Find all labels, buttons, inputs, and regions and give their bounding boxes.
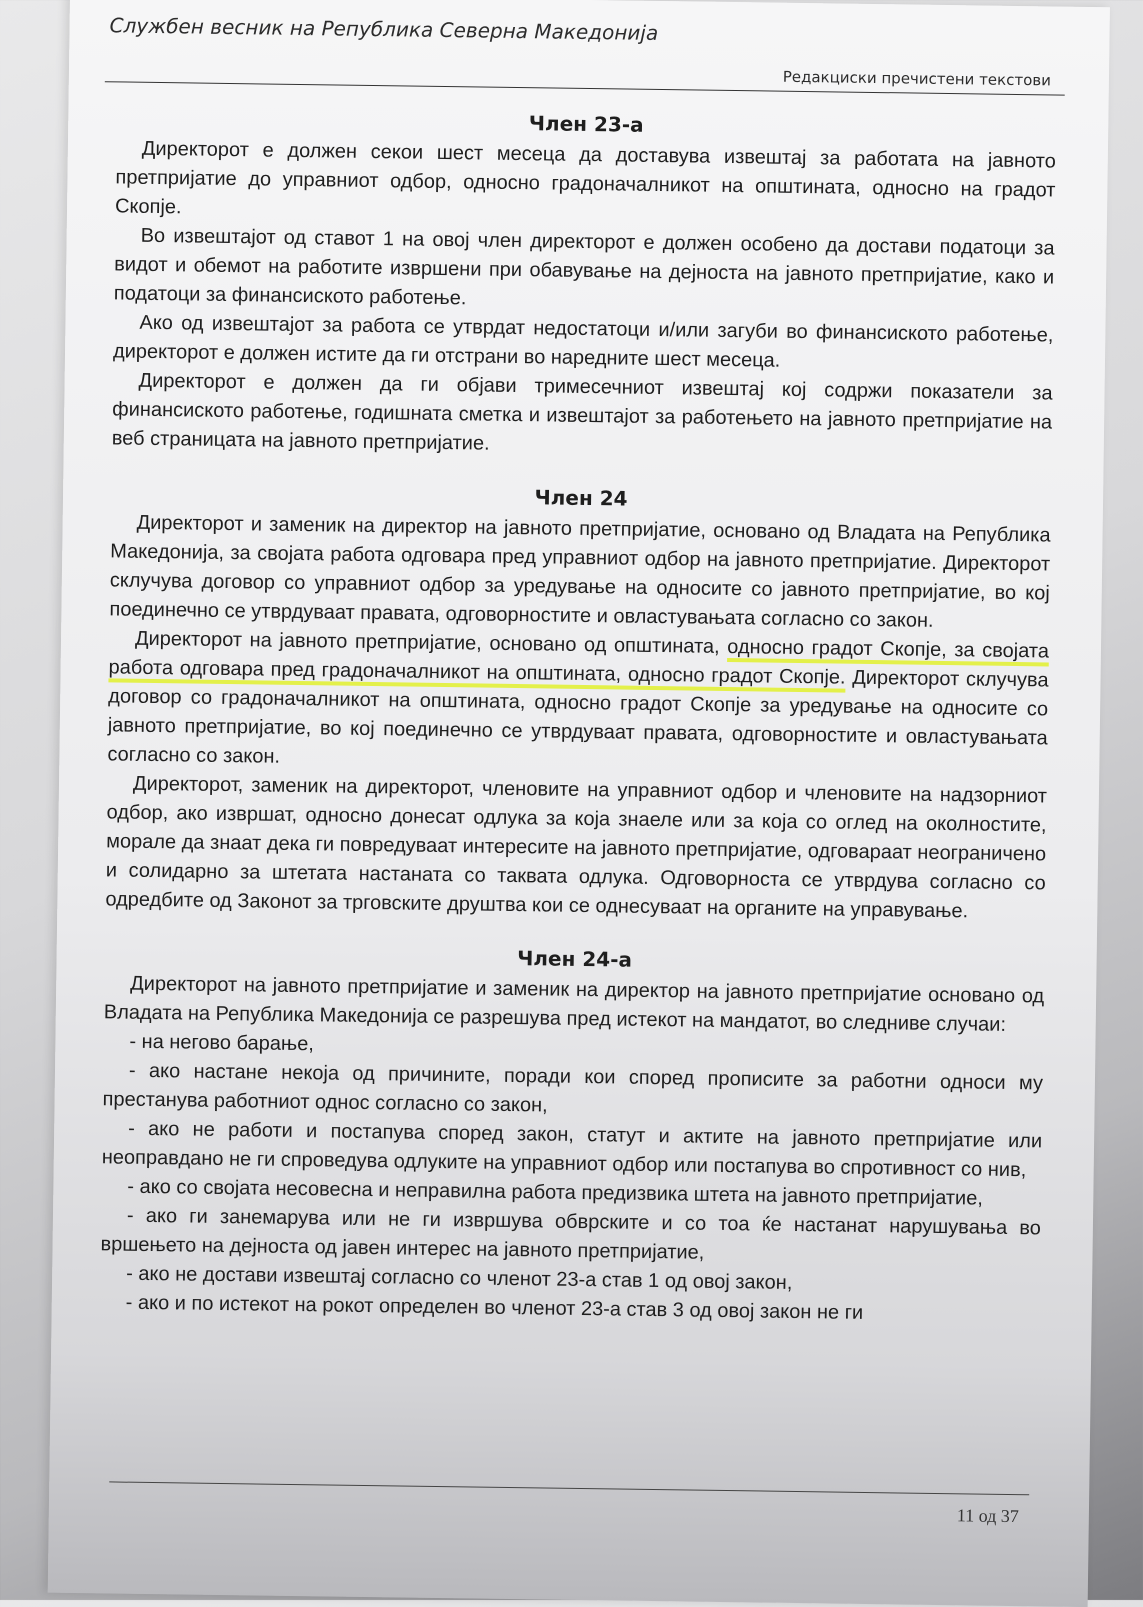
list-item: - на негово барање, (129, 1030, 315, 1056)
section-label: Редакциски пречистени текстови (782, 67, 1052, 90)
document-body (100, 95, 1057, 1330)
article-24-paragraph-3: Директорот, заменик на директорот, членовите на управниот одбор и членовите на надзорниот одбор, ако извршат, односно донесат одлука за која знаеле или за која со оглед на околностите, морале да знаат дека ги повредуваат интересите на јавното претпријатие, одговараат неограничено и солидарно за штетата настаната со таквата одлука. Одговорноста се утврдува согласно со одредбите од Законот за трговските друштва кои се однесуваат на органите на управување. (105, 772, 1048, 923)
article-23a-paragraph-1: Директорот е должен секои шест месеца да доставува извештај за работата на јавното претпријатие до управниот одбор, односно градоначалникот на општината, односно на градот Скопје. (114, 137, 1056, 219)
list-item: - ако не работи и постапува според закон, статут и актите на јавното претпријатие или неоправдано не ги спроведува одлуките на управниот одбор или постапува во спротивност со нив, (101, 1117, 1043, 1182)
article-23a-paragraph-4: Директорот е должен да ги објави тримесечниот извештај кој содржи показатели за финансиското работење, годишната сметка и извештајот за работењето на јавното претпријатие на веб страницата на јавното претпријатие. (111, 369, 1053, 455)
document-page (48, 0, 1110, 1607)
article-23a-paragraph-3: Ако од извештајот за работа се утврдат недостатоци и/или загуби во финансиското работење, директорот е должен истите да ги отстрани во наредните шест месеца. (112, 311, 1054, 372)
article-24-paragraph-2 (107, 624, 1049, 782)
gazette-title: Службен весник на Република Северна Македонија (109, 13, 659, 45)
list-item: - ако со својата несовесна и неправилна работа предизвика штета на јавното претпријатие, (127, 1175, 984, 1210)
paragraph-text: Директорот склучува договор со градоначалникот на општината, односно градот Скопје за уредување на односите со јавното претпријатие, во кој поединечно се утврдуваат правата, одговорностите и овластувањата согласно со закон. (107, 666, 1049, 768)
article-24a-paragraph-1: Директорот на јавното претпријатие и заменик на директор на јавното претпријатие основано од Владата на Република Македонија се разрешува пред истекот на мандатот, во следниве случаи: (103, 972, 1045, 1036)
list-item: - ако не достави извештај согласно со членот 23-а став 1 од овој закон, (126, 1262, 793, 1294)
article-24-paragraph-1: Директорот и заменик на директор на јавното претпријатие, основано од Владата на Република Македонија, за својата работа одговара пред управниот одбор на јавното претпријатие. Директорот склучува договор со управниот одбор за уредување на односите со јавното претпријатие, во кој поединечно се утврдуваат правата, одговорностите и овластувањата согласно со закон. (109, 511, 1051, 632)
footer-divider (109, 1481, 1029, 1495)
list-item: - ако и по истекот на рокот определен во членот 23-а став 3 од овој закон не ги (125, 1291, 864, 1324)
list-item: - ако настане некоја од причините, поради кои според прописите за работни односи му престанува работниот однос согласно со закон, (102, 1059, 1044, 1117)
article-23a-paragraph-2: Во извештајот од ставот 1 на овој член директорот е должен особено да достави податоци за видот и обемот на работите извршени при обавување на дејноста на јавното претпријатие, како и податоци за финансиското работење. (113, 224, 1055, 310)
paragraph-text: Директорот на јавното претпријатие, основано од општината, (134, 627, 728, 658)
list-item: - ако ги занемарува или не ги извршува обврските и со тоа ќе настанат нарушувања во вршењето на дејноста од јавен интерес на јавното претпријатие, (100, 1204, 1042, 1264)
highlighted-text: односно градот Скопје, за својата работа одговара пред градоначалникот на општината, односно градот Скопје. (108, 635, 1050, 689)
page-number: 11 од 37 (956, 1505, 1020, 1527)
article-title-24a: Член 24-а (517, 946, 633, 972)
article-title-23a: Член 23-а (528, 111, 644, 137)
article-title-24: Член 24 (534, 485, 628, 511)
